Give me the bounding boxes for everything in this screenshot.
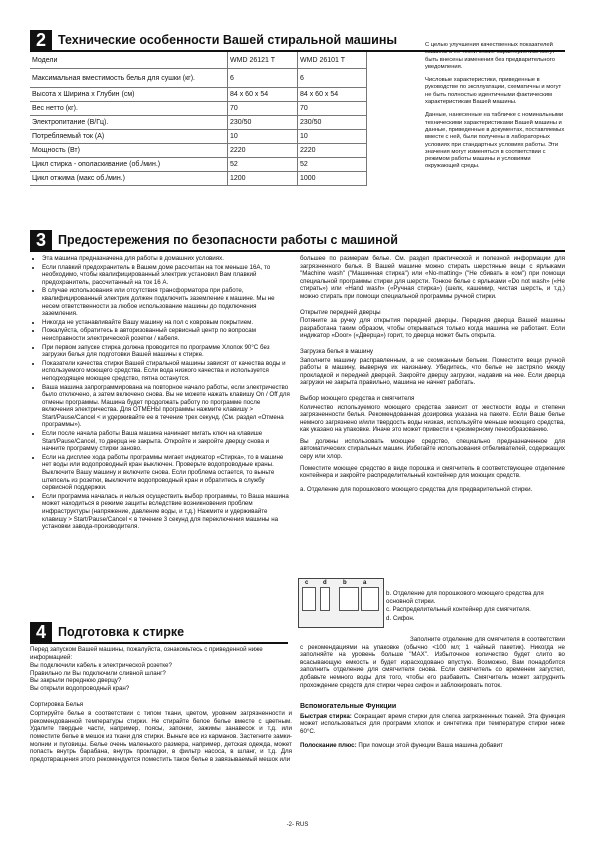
specs-label-cell: Максимальная вместимость белья для сушки (кг).	[30, 69, 228, 88]
specs-label-cell: Вес нетто (кг).	[30, 102, 228, 116]
specs-label-cell: Мощность (Вт)	[30, 144, 228, 158]
diagram-label-d: d	[323, 580, 327, 586]
question-2: Правильно ли Вы подключили сливной шланг?	[30, 669, 166, 677]
note-paragraph-2: Числовые характеристики, приведенные в руководстве по эксплуатации, схематичны и могут не быть полностью идентичными фактическим характеристикам Вашей машины.	[425, 77, 562, 106]
section-2-number: 2	[30, 30, 52, 50]
safety-item: • В случае использования или отсутствия трансформатора при работе, квалифицированный электрик должен подключить заземление к машине. Мы не несем ответственности за любое использование машины до подключения заземления.	[42, 287, 292, 317]
right-column	[300, 255, 565, 497]
page-footer: -2- RUS	[286, 822, 309, 828]
specs-value-cell: WMD 26101 T	[298, 52, 367, 69]
safety-item: • Если программа началась и нельзя осуществить выбор программы, то Ваша машина может находиться в режиме защиты вследствие возникновения проблем инфраструктуры (напряжение, давление воды, и т.д.) Нажмите и удерживайте клавишу > Start/Pause/Cancel < в течение 3 секунд для переключения машины на установки завода-производителя.	[42, 493, 292, 531]
specs-label-cell: Потребляемый ток (А)	[30, 130, 228, 144]
rinse-plus-paragraph	[300, 742, 565, 750]
prewash-compartment	[361, 587, 379, 611]
specs-value-cell: 70	[228, 102, 298, 116]
loading-title: Загрузка белья в машину	[300, 347, 373, 355]
note-paragraph-1: С целью улучшения качественных показателей машины в ее технические характеристики могут быть внесены изменения без предварительного уведомления.	[425, 42, 556, 70]
preparation-intro: Перед запуском Вашей машины, пожалуйста, ознакомьтесь с приведенной ниже информацией:	[30, 646, 263, 661]
aux-functions-title: Вспомогательные Функции	[300, 703, 397, 711]
specs-value-cell: 2220	[298, 144, 367, 158]
diagram-label-c: c	[305, 580, 309, 586]
section-4-number: 4	[30, 622, 52, 642]
door-text: Потяните за ручку для открытия передней дверцы. Передняя дверца Вашей машины разработана таким образом, чтобы открываться только когда машина не работает. Если индикатор «Door» («Дверца») горит, то дверца может быть открыта.	[300, 317, 565, 340]
quick-wash-text: Сокращает время стирки для слегка загрязненных тканей. Эта функция может использоваться для программ хлопок и синтетика при температуре стирки ниже 60°С.	[300, 712, 565, 735]
section-4-header	[30, 622, 184, 642]
section-3-header	[30, 230, 398, 250]
specs-value-cell: 1200	[228, 172, 298, 186]
safety-item: • Если плавкий предохранитель в Вашем доме рассчитан на ток меньше 16А, то необходимо, чтобы квалифицированный электрик установил Вам плавкий предохранитель, рассчитанный на ток 16 А.	[42, 264, 292, 287]
compartment-b: b. Отделение для порошкового моющего средства для основной стирки.	[386, 590, 544, 605]
compartment-a-text: a. Отделение для порошкового моющего средства для предварительной стирки.	[300, 485, 533, 493]
safety-item: • Если на дисплее хода работы программы мигает индикатор «Стирка», то в машине нет воды или водопроводный кран выключен. Проверьте водопроводные краны. Выключите Вашу машину и включите снова. Если проблема остается, то выньте штепсель из розетки, выключите водопроводный кран и обратитесь в службу сервисной поддержки.	[42, 454, 292, 492]
sorting-title: Сортировка Белья	[30, 700, 84, 708]
specs-value-cell: 230/50	[298, 116, 367, 130]
specs-value-cell: WMD 26121 T	[228, 52, 298, 69]
preparation-column	[30, 646, 292, 767]
specs-label-cell: Электропитание (В/Гц).	[30, 116, 228, 130]
dispenser-diagram	[298, 578, 384, 628]
diagram-label-b: b	[343, 580, 347, 586]
loading-text: Заполните машину расправленным, а не скомканным бельем. Поместите вещи ручной работы в машину, вывернув их наизнанку. Убедитесь, что белье не застряло между прокладкой и передней дверцей. Закройте дверцу загрузки, надавив на нее. Если дверца загрузки не закрыта правильно, машина не начнет работать.	[300, 356, 565, 387]
specs-value-cell: 52	[298, 158, 367, 172]
siphon	[320, 587, 330, 611]
softener-block	[300, 636, 565, 753]
section-4-title: Подготовка к стирке	[58, 625, 185, 639]
fabric-care-text: большее по размерам белье. См. раздел практической и полезной информации для загрязненного белья. В Вашей машине можно стирать шерстяные вещи с ярлыками "Machine wash" ("Машинная стирка") или «No-matting» ("Не сбивать в ком") при помощи специальной программы стирки для шерсти. Тонкое белье с ярлыками «Do not wash» («Не стирать») или «Hand wash» («Ручная стирка») (шелк, кашемир, чистая шерсть, и т.д.) можно стирать при помощи специальной программы ручной стирки.	[300, 255, 565, 300]
safety-item: • Показатели качества стирки Вашей стиральной машины зависят от качества воды и используемого моющего средства. Если вода низкого качества и используется неподходящее моющее средство, пятна останутся.	[42, 360, 292, 383]
specs-value-cell: 10	[228, 130, 298, 144]
note-paragraph-3: Данные, нанесенные на табличке с номинальными техническими характеристиками Вашей машины и данные, приведенные в документах, поставляемых вместе с ней, были получены в лабораторных условиях при стандартных условиях работы. Эти значения могут изменяться в соответствии с режимом работы машины и условиями окружающей среды.	[425, 112, 565, 170]
main-wash-compartment	[339, 587, 359, 611]
specs-value-cell: 6	[228, 69, 298, 88]
specs-value-cell: 2220	[228, 144, 298, 158]
section-3-number: 3	[30, 230, 52, 250]
specs-value-cell: 84 x 60 x 54	[228, 88, 298, 102]
specs-value-cell: 6	[298, 69, 367, 88]
specs-label-cell: Модели	[30, 52, 228, 69]
detergent-text-1: Количество используемого моющего средства зависит от жесткости воды и степени загрязненности белья. Рекомендованная дозировка указана на пакете. Если Ваше белье немного загрязнено и/или твердость воды низкая, используйте меньше моющего средства, как указано на упаковке. Иначе это может привести к чрезмерному пенообразованию.	[300, 403, 565, 434]
specs-label-cell: Высота x Ширина x Глубин (см)	[30, 88, 228, 102]
section-3-rule	[30, 250, 565, 252]
specs-label-cell: Цикл отжима (макс об./мин.)	[30, 172, 228, 186]
quick-wash-paragraph	[300, 713, 565, 736]
specs-value-cell: 52	[228, 158, 298, 172]
door-title: Открытие передней дверцы	[300, 308, 381, 316]
section-3-title: Предостережения по безопасности работы с машиной	[58, 233, 398, 247]
safety-item: • Ваша машина запрограммирована на повторное начало работы, если электричество было отключено, а затем включено снова. Вы не можете нажать клавишу On / Off для отмены программы. Машина будет продолжать работу по программе после включения электричества. Для ОТМЕНЫ программы нажмите клавишу > Start/Pause/Cancel < и удерживайте ее в течение трех секунд. (См. раздел «Отмена программы»).	[42, 384, 292, 430]
rinse-plus-label: Полоскание плюс:	[300, 741, 357, 749]
specs-value-cell: 1000	[298, 172, 367, 186]
specs-value-cell: 84 x 60 x 54	[298, 88, 367, 102]
section-2-header	[30, 30, 397, 50]
question-4: Вы открыли водопроводный кран?	[30, 684, 130, 692]
safety-list-column	[30, 255, 292, 532]
compartment-legend	[386, 590, 565, 622]
safety-item: • Пожалуйста, обратитесь в авторизованный сервисный центр по вопросам неисправности электрической розетки / кабеля.	[42, 327, 292, 342]
sorting-text: Сортируйте белье в соответствии с типом ткани, цветом, уровнем загрязненности и рекомендованной температуры стирки. Не стирайте белое белье вместе с цветным. Удалите твердые части, например, поясы, запонки, зажимы занавесок и т.д. или поместите белье в мешок из ткани для стирки. Выньте все из карманов. Застегните замки-молнии и пуговицы. Белье очень маленького размера, например, детская одежда, может попасть внутрь барабана, внутрь прокладки, в фильтр насоса, в шланг, и т.д. Для предотвращения этого рекомендуется поместить такое белье в завязываемый мешок или	[30, 710, 292, 763]
compartment-c: c. Распределительный контейнер для смягчителя.	[386, 606, 531, 614]
section-2-title: Технические особенности Вашей стиральной машины	[58, 33, 398, 47]
compartment-d: d. Сифон.	[386, 614, 415, 622]
specs-value-cell: 10	[298, 130, 367, 144]
safety-item: • При первом запуске стирка должна проводится по программе Хлопок 90°С без загрузки белья для подготовки Вашей машины к стирке.	[42, 344, 292, 359]
specs-value-cell: 70	[298, 102, 367, 116]
diagram-label-a: a	[363, 580, 367, 586]
question-1: Вы подключили кабель к электрической розетке?	[30, 662, 172, 670]
softener-text: Заполните отделение для смягчителя в соответствии с рекомендациями на упаковке (обычно <100 мл; 1 чайный пакетик). Никогда не заполняйте на уровень больше "MAX". Избыточное количество будет слито во всасывающую емкость и будет израсходовано впустую. Возможно, Вам понадобится заполнить отделение для смягчителя снова. Если смягчитель со временем загустел, добавьте немного воды для того, чтобы его разбавить. Смягчитель может затруднить прохождение средств для стирки через сифон и заблокировать поток.	[300, 636, 565, 689]
softener-compartment	[302, 587, 316, 611]
section-4-rule	[30, 642, 288, 644]
safety-item: • Эта машина предназначена для работы в домашних условиях.	[42, 255, 292, 263]
specs-value-cell: 230/50	[228, 116, 298, 130]
detergent-text-3: Поместите моющее средство в виде порошка и смягчитель в соответствующее отделение контейнера и закройте распределительный контейнер для моющих средств.	[300, 464, 565, 480]
safety-item: • Если после начала работы Ваша машина начинает мигать ключ на клавише Start/Pause/Cancel, то дверца не закрыта. Откройте и закройте дверцу снова и начните программу стирки заново.	[42, 430, 292, 453]
safety-list	[30, 255, 292, 531]
safety-item: • Никогда не устанавливайте Вашу машину на пол с ковровым покрытием.	[42, 319, 292, 327]
specs-label-cell: Цикл стирка - ополаскивание (об./мин.)	[30, 158, 228, 172]
detergent-title: Выбор моющего средства и смягчителя	[300, 394, 415, 402]
question-3: Вы закрыли переднюю дверцу?	[30, 677, 122, 685]
detergent-text-2: Вы должны использовать моющее средство, специально предназначенное для автоматических стиральных машин. Избегайте использования отбеливателей, содержащих серу или хлор.	[300, 437, 565, 461]
rinse-plus-text: При помощи этой функции Ваша машина добавит	[358, 741, 503, 749]
quick-wash-label: Быстрая стирка:	[300, 712, 352, 720]
specs-note	[425, 42, 565, 177]
